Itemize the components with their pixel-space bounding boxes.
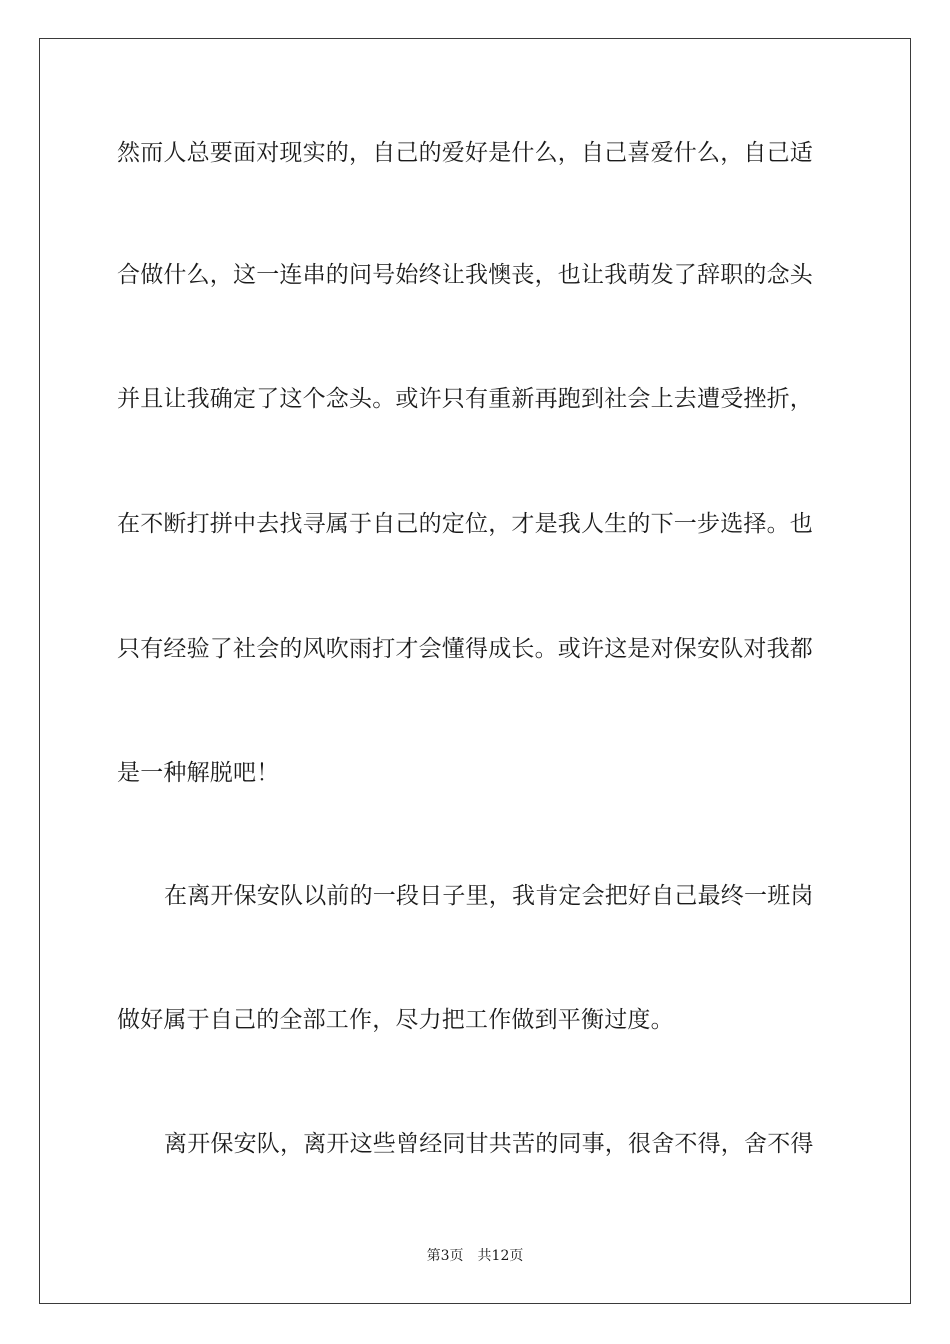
text-line-6: 是一种解脱吧！ xyxy=(117,760,280,786)
page-border xyxy=(39,38,911,1304)
text-line-3: 并且让我确定了这个念头。或许只有重新再跑到社会上去遭受挫折， xyxy=(117,386,813,412)
text-line-2: 合做什么，这一连串的问号始终让我懊丧，也让我萌发了辞职的念头 xyxy=(117,262,813,288)
text-line-5: 只有经验了社会的风吹雨打才会懂得成长。或许这是对保安队对我都 xyxy=(117,636,813,662)
page-footer xyxy=(0,1247,950,1265)
text-line-1: 然而人总要面对现实的，自己的爱好是什么，自己喜爱什么，自己适 xyxy=(117,140,813,166)
text-line-4: 在不断打拼中去找寻属于自己的定位，才是我人生的下一步选择。也 xyxy=(117,511,813,537)
text-line-7: 在离开保安队以前的一段日子里，我肯定会把好自己最终一班岗 xyxy=(164,883,814,909)
page-total: 共12页 xyxy=(477,1248,524,1264)
text-line-9: 离开保安队，离开这些曾经同甘共苦的同事，很舍不得，舍不得 xyxy=(164,1131,814,1157)
text-line-8: 做好属于自己的全部工作，尽力把工作做到平衡过度。 xyxy=(117,1007,674,1033)
page-number: 第3页 xyxy=(426,1248,464,1264)
